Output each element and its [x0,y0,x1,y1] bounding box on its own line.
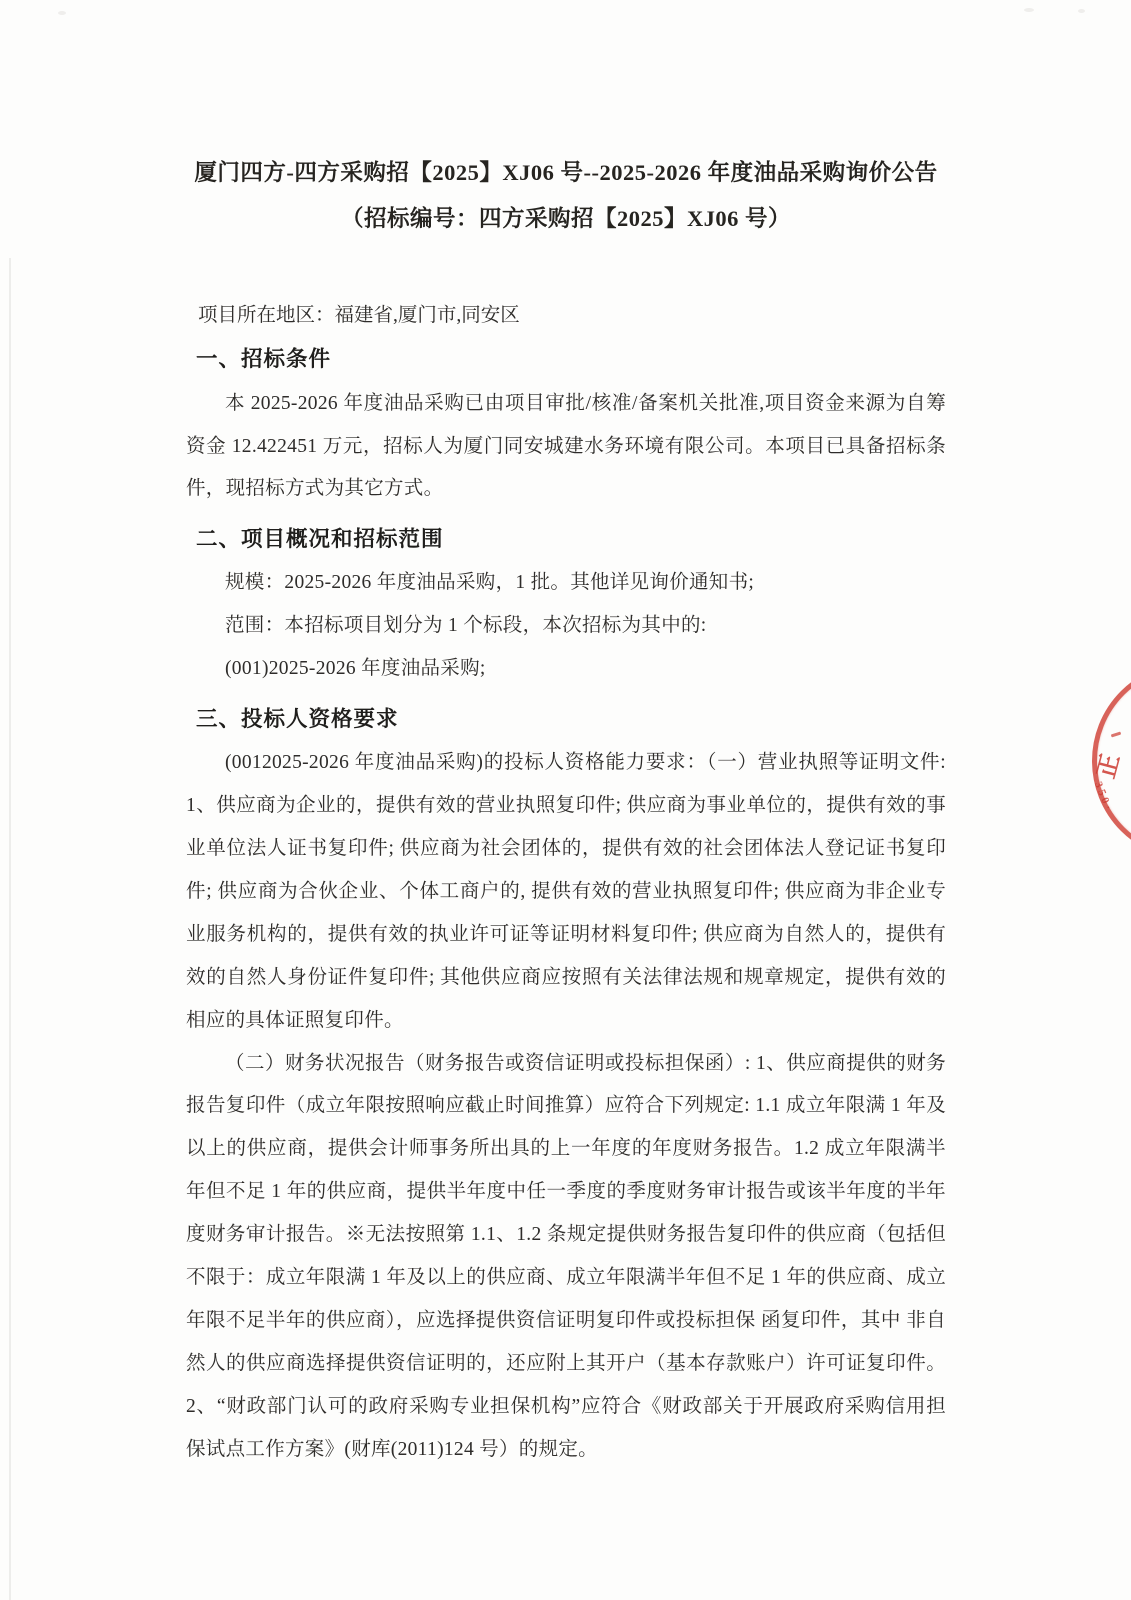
project-location-line: 项目所在地区：福建省,厦门市,同安区 [198,305,520,327]
scan-speck [58,11,66,15]
section-1-paragraph: 本 2025-2026 年度油品采购已由项目审批/核准/备案机关批准,项目资金来源为自筹资金 12.422451 万元，招标人为厦门同安城建水务环境有限公司。本项目已具备招标条件，现招标方式为其它方式。 [186,392,946,500]
document-body [186,150,946,1471]
section-3-heading: 三、投标人资格要求 [196,707,399,732]
section-1-heading: 一、招标条件 [196,347,332,372]
document-title-line-2: （招标编号：四方采购招【2025】XJ06 号） [340,206,792,232]
seal-character: 正 [1093,751,1126,782]
section-3-paragraph-2: （二）财务状况报告（财务报告或资信证明或投标担保函）: 1、供应商提供的财务报告复印件（成立年限按照响应截止时间推算）应符合下列规定: 1.1 成立年限满 1 年及以上的供应商，提供会计师事务所出具的上一年度的年度财务报告。1.2 成立年限满半年但不足 1 年的供应商，提供半年度中任一季度的季度财务审计报告或该半年度的半年度财务审计报告。※无法按照第 1.1、1.2 条规定提供财务报告复印件的供应商（包括但不限于：成立年限满 1 年及以上的供应商、成立年限满半年但不足 1 年的供应商、成立年限不足半年的供应商），应选择提供资信证明复印件或投标担保 函复印件，其中 非自然人的供应商选择提供资信证明的，还应附上其开户（基本存款账户）许可证复印件。2、“财政部门认可的政府采购专业担保机构”应符合《财政部关于开展政府采购信用担保试点工作方案》(财库(2011)124 号）的规定。 [186,1052,946,1460]
scan-speck [1024,8,1034,12]
section-2-lot-line: (001)2025-2026 年度油品采购; [225,658,486,680]
section-2-scale-line: 规模：2025-2026 年度油品采购，1 批。其他详见询价通知书; [225,572,755,594]
section-2-scope-line: 范围：本招标项目划分为 1 个标段，本次招标为其中的: [225,615,707,637]
seal-digits: 350· [1091,780,1116,815]
scan-artifact-left-edge [9,258,11,1600]
section-3-paragraph-1: (0012025-2026 年度油品采购)的投标人资格能力要求：（一）营业执照等证明文件: 1、供应商为企业的，提供有效的营业执照复印件; 供应商为事业单位的，提供有效的事业单位法人证书复印件; 供应商为社会团体的，提供有效的社会团体法人登记证书复印件; 供应商为合伙企业、个体工商户的, 提供有效的营业执照复印件; 供应商为非企业专业服务机构的，提供有效的执业许可证等证明材料复印件; 供应商为自然人的，提供有效的自然人身份证件复印件; 其他供应商应按照有关法律法规和规章规定，提供有效的相应的具体证照复印件。 [186,752,946,1031]
scan-speck [1078,9,1085,13]
document-title-line-1: 厦门四方-四方采购招【2025】XJ06 号--2025-2026 年度油品采购询价公告 [194,160,938,185]
section-2-heading: 二、项目概况和招标范围 [196,527,444,552]
